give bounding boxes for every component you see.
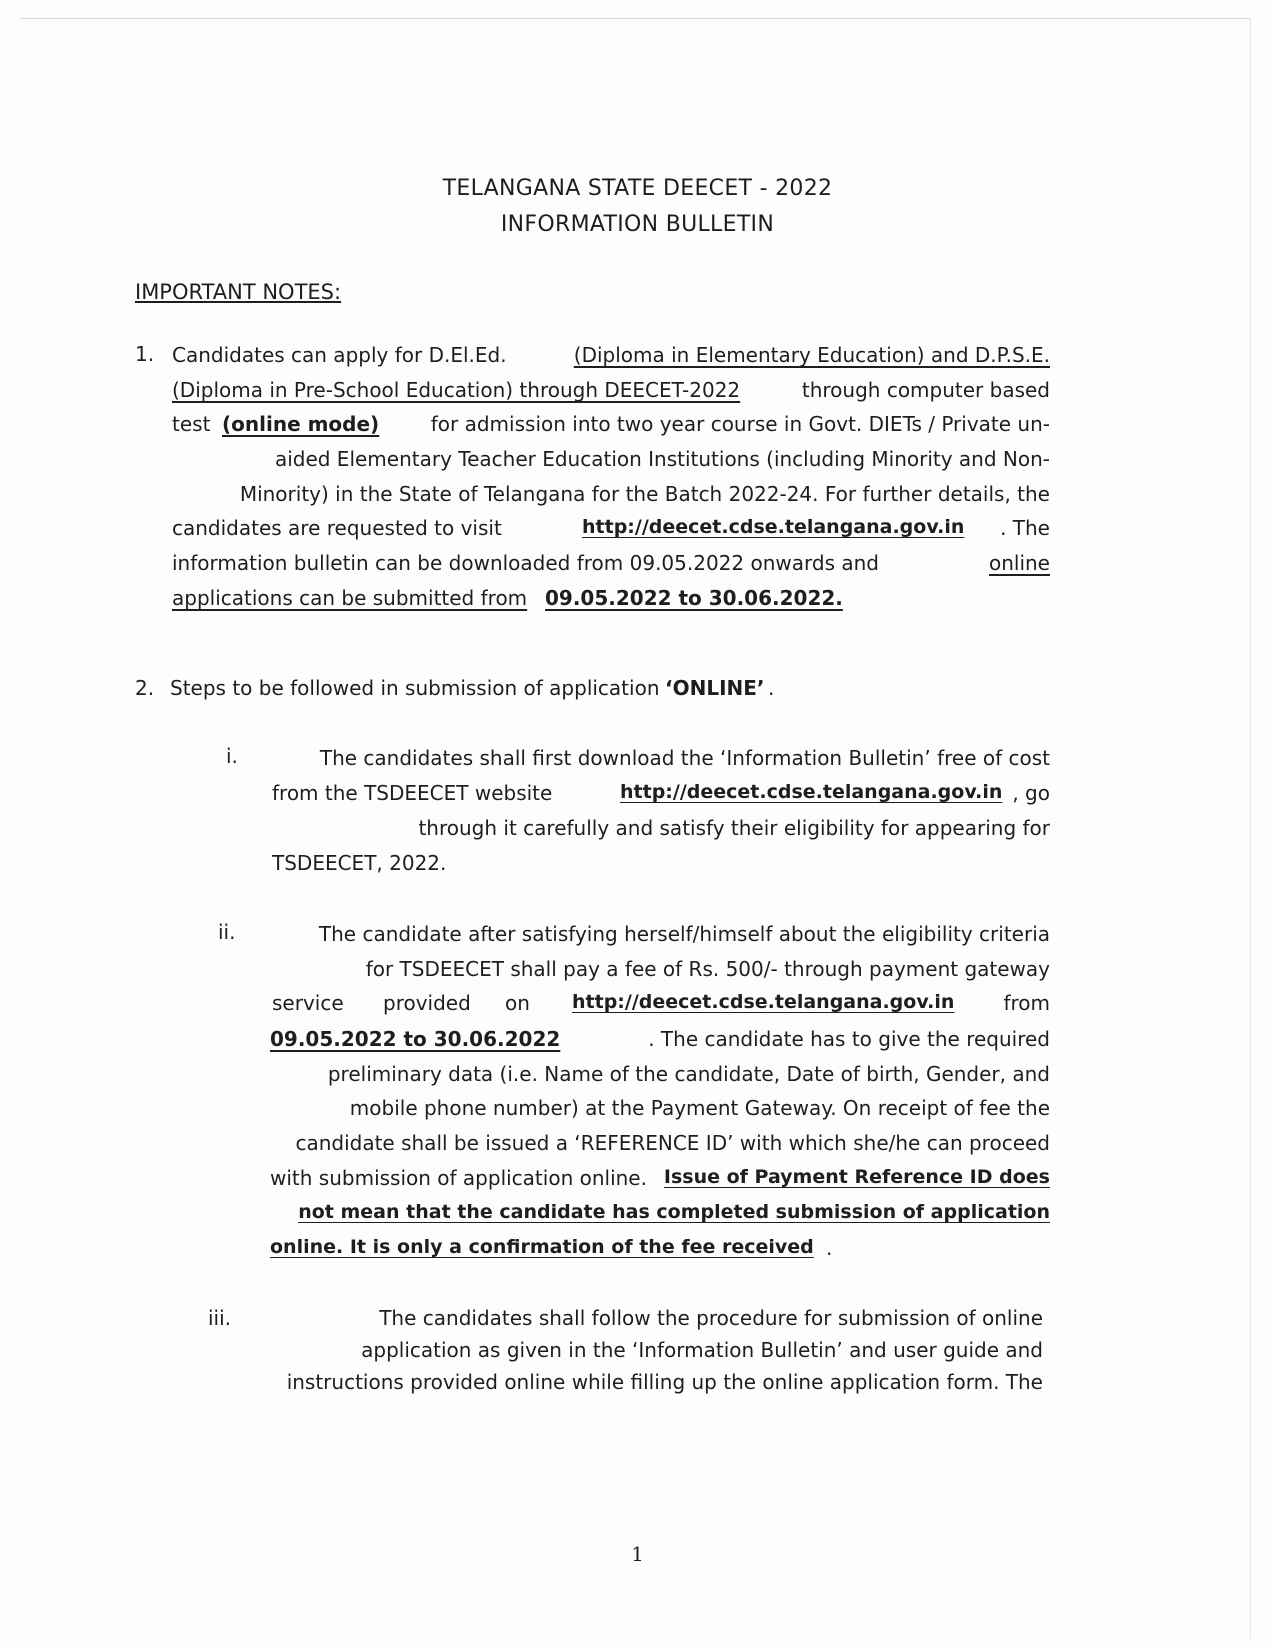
step-i-line-2a: from the TSDEECET website bbox=[272, 781, 553, 805]
step-iii-line-2: application as given in the ‘Information Bulletin’ and user guide and bbox=[361, 1338, 1043, 1362]
note-1-online-mode: (online mode) bbox=[222, 412, 380, 436]
step-i-line-1: The candidates shall first download the ‘Information Bulletin’ free of cost bbox=[319, 746, 1050, 770]
document-subtitle: INFORMATION BULLETIN bbox=[500, 212, 775, 237]
scan-edge-top bbox=[20, 18, 1250, 19]
step-ii-payment-dates: 09.05.2022 to 30.06.2022 bbox=[270, 1027, 561, 1051]
step-ii-line-3e: from bbox=[1003, 991, 1050, 1015]
note-1-website-link[interactable]: http://deecet.cdse.telangana.gov.in bbox=[582, 516, 965, 538]
note-1-line-6a: candidates are requested to visit bbox=[172, 516, 502, 540]
step-ii-line-3a: service bbox=[272, 991, 344, 1015]
important-notes-heading: IMPORTANT NOTES: bbox=[135, 280, 342, 304]
note-1-number: 1. bbox=[135, 342, 155, 366]
step-iii-marker: iii. bbox=[208, 1306, 232, 1330]
note-1-line-3c: for admission into two year course in Govt. DIETs / Private un- bbox=[430, 412, 1050, 436]
note-1-line-8a: applications can be submitted from bbox=[172, 586, 528, 610]
step-i-line-2c: , go bbox=[1012, 781, 1050, 805]
step-ii-line-2: for TSDEECET shall pay a fee of Rs. 500/- through payment gateway bbox=[365, 957, 1050, 981]
step-iii-line-3: instructions provided online while filling up the online application form. The bbox=[286, 1370, 1043, 1394]
note-1-line-4: aided Elementary Teacher Education Institutions (including Minority and Non- bbox=[274, 447, 1050, 471]
step-ii-line-3c: on bbox=[505, 991, 530, 1015]
step-ii-line-3b: provided bbox=[383, 991, 471, 1015]
step-ii-line-10a: online. It is only a confirmation of the fee received bbox=[270, 1236, 814, 1258]
step-ii-line-1: The candidate after satisfying herself/himself about the eligibility criteria bbox=[318, 922, 1050, 946]
note-1-line-7b: online bbox=[988, 551, 1050, 575]
step-ii-line-8a: with submission of application online. bbox=[270, 1166, 647, 1190]
note-1-submission-dates: 09.05.2022 to 30.06.2022. bbox=[545, 586, 843, 610]
scan-edge-right bbox=[1250, 18, 1251, 1638]
note-2-number: 2. bbox=[135, 676, 155, 700]
note-2-online-label: ‘ONLINE’ bbox=[665, 676, 765, 700]
step-ii-line-9: not mean that the candidate has completed submission of application bbox=[298, 1201, 1050, 1223]
note-2-line-1c: . bbox=[768, 676, 775, 700]
note-1-line-1a: Candidates can apply for D.El.Ed. bbox=[172, 343, 507, 367]
step-ii-line-10b: . bbox=[826, 1236, 833, 1260]
step-ii-line-8b: Issue of Payment Reference ID does bbox=[663, 1166, 1050, 1188]
step-i-website-link[interactable]: http://deecet.cdse.telangana.gov.in bbox=[620, 781, 1003, 803]
note-1-line-7a: information bulletin can be downloaded from 09.05.2022 onwards and bbox=[172, 551, 879, 575]
document-title: TELANGANA STATE DEECET - 2022 bbox=[442, 176, 833, 201]
step-ii-marker: ii. bbox=[218, 920, 236, 944]
note-1-line-3a: test bbox=[172, 412, 211, 436]
step-ii-line-7: candidate shall be issued a ‘REFERENCE ID’ with which she/he can proceed bbox=[295, 1131, 1050, 1155]
note-1-line-1b: (Diploma in Elementary Education) and D.P.S.E. bbox=[573, 343, 1050, 367]
step-ii-website-link[interactable]: http://deecet.cdse.telangana.gov.in bbox=[572, 991, 955, 1013]
note-1-line-2a: (Diploma in Pre-School Education) through DEECET-2022 bbox=[172, 378, 741, 402]
step-iii-line-1: The candidates shall follow the procedure for submission of online bbox=[379, 1306, 1043, 1330]
page-number: 1 bbox=[631, 1542, 644, 1566]
step-i-line-4: TSDEECET, 2022. bbox=[272, 851, 447, 875]
step-i-marker: i. bbox=[226, 744, 238, 768]
note-1-line-2b: through computer based bbox=[801, 378, 1050, 402]
step-ii-line-5: preliminary data (i.e. Name of the candidate, Date of birth, Gender, and bbox=[327, 1062, 1050, 1086]
step-ii-line-4b: . The candidate has to give the required bbox=[648, 1027, 1050, 1051]
step-ii-line-6: mobile phone number) at the Payment Gateway. On receipt of fee the bbox=[349, 1096, 1050, 1120]
note-1-line-5: Minority) in the State of Telangana for the Batch 2022-24. For further details, the bbox=[239, 482, 1050, 506]
note-2-line-1a: Steps to be followed in submission of application bbox=[170, 676, 660, 700]
note-1-line-6c: . The bbox=[1000, 516, 1050, 540]
step-i-line-3: through it carefully and satisfy their eligibility for appearing for bbox=[418, 816, 1050, 840]
